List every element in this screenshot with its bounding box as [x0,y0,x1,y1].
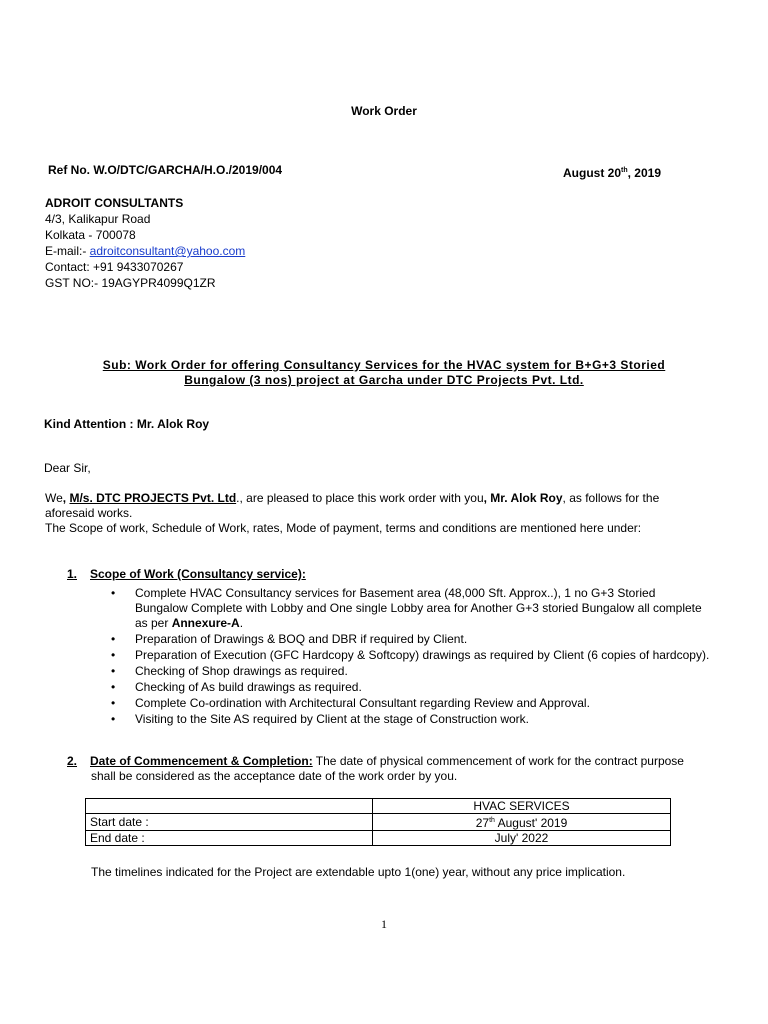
document-title: Work Order [351,104,417,118]
document-date [563,163,661,181]
list-item [111,632,711,647]
section-2-number: 2. [67,754,78,768]
start-date-label: Start date : [86,814,373,831]
table-row [86,799,671,814]
list-item [111,648,711,663]
intro-end: , as follows for the [562,491,660,505]
bullet-icon: • [111,696,116,710]
date-suffix: , 2019 [627,166,661,180]
email-row [45,243,245,259]
intro-line-2: aforesaid works. [45,506,133,520]
intro-paragraph [45,491,725,536]
bullet-text: Preparation of Execution (GFC Hardcopy & Softcopy) drawings as required by Client (6 copies of hardcopy). [135,648,710,662]
bullet-bold-text: Annexure-A [171,616,240,630]
kind-attention: Kind Attention : Mr. Alok Roy [44,417,210,431]
section-2-text: The date of physical commencement of work for the contract purpose [312,754,684,768]
page-number: 1 [381,917,387,931]
bullet-icon: • [111,664,116,678]
section-1-label: Scope of Work (Consultancy service): [90,567,306,581]
start-date-sup: th [489,817,495,824]
subject-line-2: Bungalow (3 nos) project at Garcha under DTC Projects Pvt. Ltd. [184,373,584,387]
salutation: Dear Sir, [44,461,91,475]
list-item [111,696,711,711]
start-date-month: August' 2019 [494,816,568,830]
start-date-day: 27 [475,816,490,830]
timeline-note: The timelines indicated for the Project are extendable upto 1(one) year, without any price implication. [91,865,626,879]
section-2-label: Date of Commencement & Completion: [90,754,313,768]
date-sup: th [621,167,628,174]
subject-heading [0,358,768,388]
intro-mid: ., are pleased to place this work order with you [236,491,484,505]
table-row [86,831,671,846]
intro-we: We [45,491,63,505]
date-prefix: August 20 [563,166,622,180]
schedule-table [85,798,671,846]
bullet-after-text: . [239,616,244,630]
contact-line: Contact: +91 9433070267 [45,260,184,274]
bullet-text: Complete HVAC Consultancy services for Basement area (48,000 Sft. Approx..), 1 no G+3 Storied Bungalow Complete with Lobby and One single Lobby area for Another G+3 storied Bungalow all complete as per [135,586,702,630]
end-date-value: July' 2022 [373,831,671,846]
email-link[interactable]: adroitconsultant@yahoo.com [89,244,246,258]
bullet-icon: • [111,680,116,694]
table-header-hvac: HVAC SERVICES [373,799,671,814]
intro-line-1 [45,491,725,506]
intro-person: , Mr. Alok Roy [483,491,563,505]
bullet-icon: • [111,586,116,600]
bullet-text: Checking of Shop drawings as required. [135,664,348,678]
bullet-icon: • [111,648,116,662]
list-item [111,680,711,695]
intro-line-3: The Scope of work, Schedule of Work, rates, Mode of payment, terms and conditions are mentioned here under: [45,521,642,535]
section-1-number: 1. [67,567,78,581]
section-2-continuation: shall be considered as the acceptance date of the work order by you. [91,769,458,783]
bullet-text: Checking of As build drawings as required. [135,680,362,694]
scope-bullet-list [111,586,711,728]
bullet-text: Visiting to the Site AS required by Client at the stage of Construction work. [135,712,529,726]
table-cell-empty [86,799,373,814]
section-2-heading [67,754,684,769]
subject-line-1: Sub: Work Order for offering Consultancy Services for the HVAC system for B+G+3 Storied [102,358,666,372]
recipient-address [45,195,245,291]
address-line-2: Kolkata - 700078 [45,228,136,242]
gst-line: GST NO:- 19AGYPR4099Q1ZR [45,276,216,290]
bullet-text: Preparation of Drawings & BOQ and DBR if required by Client. [135,632,468,646]
email-label: E-mail:- [45,244,90,258]
intro-company: M/s. DTC PROJECTS Pvt. Ltd [69,491,237,505]
start-date-value [373,814,671,831]
bullet-icon: • [111,632,116,646]
end-date-label: End date : [86,831,373,846]
list-item [111,664,711,679]
table-row [86,814,671,831]
company-name: ADROIT CONSULTANTS [45,196,184,210]
address-line-1: 4/3, Kalikapur Road [45,212,151,226]
bullet-text: Complete Co-ordination with Architectural Consultant regarding Review and Approval. [135,696,590,710]
intro-comma: , [62,491,70,505]
list-item [111,712,711,727]
reference-number: Ref No. W.O/DTC/GARCHA/H.O./2019/004 [48,163,283,177]
list-item [111,586,711,631]
bullet-icon: • [111,712,116,726]
section-1-heading [67,567,306,582]
